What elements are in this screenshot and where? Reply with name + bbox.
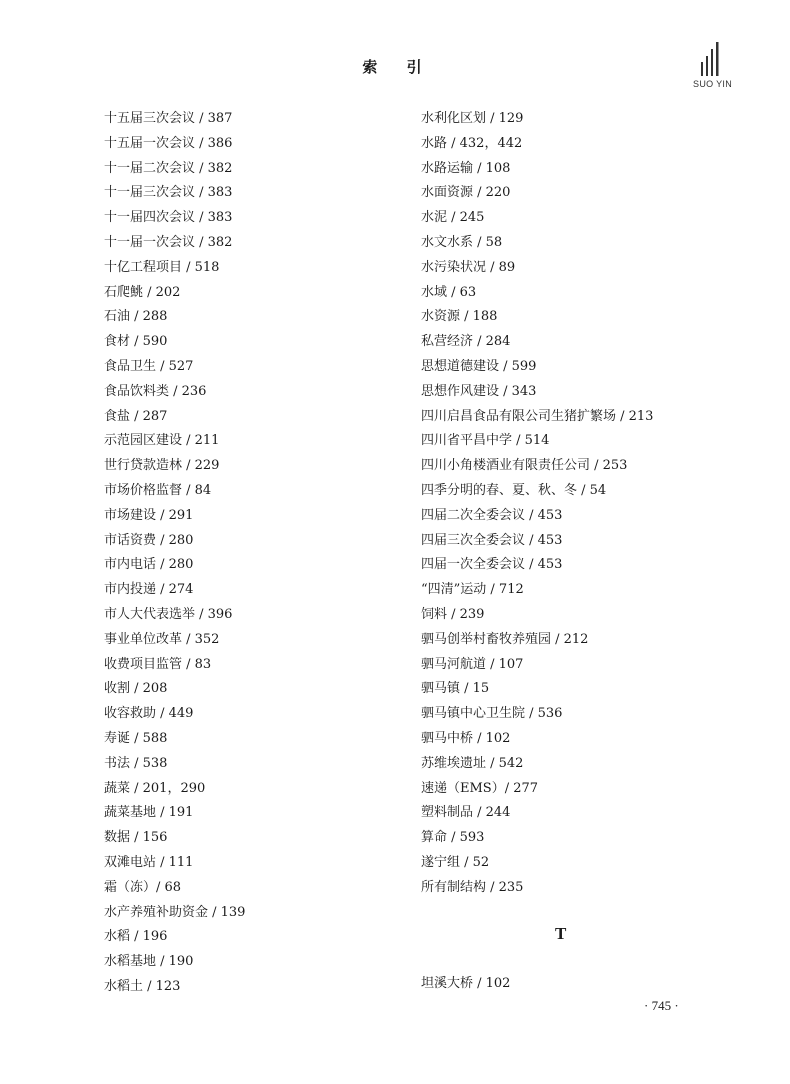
index-entry: 寿诞 / 588: [104, 730, 168, 746]
index-entry: 水泥 / 245: [421, 210, 485, 226]
index-entry: 收割 / 208: [104, 681, 168, 697]
index-entry: 市场价格监督 / 84: [104, 482, 212, 498]
index-entry: 遂宁组 / 52: [421, 854, 490, 870]
index-entry: 食材 / 590: [104, 334, 168, 350]
index-entry: 四川省平昌中学 / 514: [421, 433, 550, 449]
section-letter-heading: T: [555, 924, 567, 943]
index-entry: 食盐 / 287: [104, 408, 168, 424]
index-entry: 驷马中桥 / 102: [421, 730, 511, 746]
index-entry: 饲料 / 239: [421, 606, 485, 622]
index-entry: 四季分明的春、夏、秋、冬 / 54: [421, 482, 607, 498]
index-entry: 食品饮料类 / 236: [104, 383, 207, 399]
index-entry: 收费项目监管 / 83: [104, 656, 212, 672]
index-entry: 驷马河航道 / 107: [421, 656, 524, 672]
index-entry: 十一届一次会议 / 382: [104, 234, 233, 250]
index-entry: 思想作风建设 / 343: [421, 383, 537, 399]
index-entry: 水污染状况 / 89: [421, 259, 516, 275]
index-entry: 市内投递 / 274: [104, 582, 194, 598]
index-column-left: [104, 107, 245, 1000]
index-entry: 食品卫生 / 527: [104, 358, 194, 374]
index-entry: 市场建设 / 291: [104, 507, 194, 523]
index-entry: 私营经济 / 284: [421, 334, 511, 350]
index-entry: 市话资费 / 280: [104, 532, 194, 548]
index-entry: 数据 / 156: [104, 830, 168, 846]
logo-text: SUO YIN: [693, 79, 732, 89]
index-entry: 十五届一次会议 / 386: [104, 135, 233, 151]
index-entry: 思想道德建设 / 599: [421, 358, 537, 374]
index-entry: 坦溪大桥 / 102: [421, 976, 511, 991]
index-entry: 四届二次全委会议 / 453: [421, 507, 563, 523]
index-entry: 塑料制品 / 244: [421, 805, 511, 821]
index-entry: 所有制结构 / 235: [421, 879, 524, 895]
page-number: · 745 ·: [644, 998, 679, 1013]
index-entry: 水产养殖补助资金 / 139: [104, 904, 246, 920]
index-entry: 十一届二次会议 / 382: [104, 160, 233, 176]
index-entry: 蔬菜 / 201，290: [104, 780, 206, 796]
index-entry: 双滩电站 / 111: [104, 854, 194, 870]
index-entry: 四川小角楼酒业有限责任公司 / 253: [421, 458, 628, 474]
index-entry: 水资源 / 188: [421, 309, 498, 325]
index-entry: 四届一次全委会议 / 453: [421, 557, 563, 573]
index-entry: 水稻土 / 123: [104, 978, 181, 994]
index-entry: 石油 / 288: [104, 309, 168, 325]
index-entry: 水稻基地 / 190: [104, 954, 194, 970]
index-entry: 水域 / 63: [421, 284, 477, 300]
index-entry: 书法 / 538: [104, 755, 168, 771]
index-entry: 速递（EMS）/ 277: [421, 780, 539, 796]
index-entry: 石爬鮡 / 202: [104, 284, 181, 300]
page-header-title: 索 引: [362, 58, 434, 76]
bars-logo-icon: [700, 40, 722, 76]
index-entry: 水路 / 432，442: [421, 135, 523, 151]
index-entry: 驷马镇 / 15: [421, 681, 490, 697]
index-entry: 蔬菜基地 / 191: [104, 805, 194, 821]
index-entry: 收容救助 / 449: [104, 706, 194, 722]
index-entry: 霜（冻）/ 68: [104, 879, 182, 895]
index-entry: 事业单位改革 / 352: [104, 631, 220, 647]
index-entry: 市人大代表选举 / 396: [104, 606, 233, 622]
index-entry: 驷马创举村畜牧养殖园 / 212: [421, 631, 589, 647]
index-entry: 驷马镇中心卫生院 / 536: [421, 706, 563, 722]
index-column-right: [421, 107, 653, 901]
index-entry: 水稻 / 196: [104, 929, 168, 945]
index-entry: 十亿工程项目 / 518: [104, 259, 220, 275]
index-entry: 水利化区划 / 129: [421, 111, 524, 126]
index-entry: 四川启昌食品有限公司生猪扩繁场 / 213: [421, 408, 654, 424]
index-entry: 苏维埃遗址 / 542: [421, 755, 524, 771]
index-entry: 水文水系 / 58: [421, 234, 503, 250]
index-entry: 世行贷款造林 / 229: [104, 458, 220, 474]
suo-yin-logo: [688, 40, 732, 90]
index-entry: 水路运输 / 108: [421, 160, 511, 176]
index-entry: 十一届三次会议 / 383: [104, 185, 233, 201]
index-entry: 示范园区建设 / 211: [104, 433, 220, 449]
index-entry: 水面资源 / 220: [421, 185, 511, 201]
index-entry: “四清”运动 / 712: [421, 582, 524, 598]
index-entry: 四届三次全委会议 / 453: [421, 532, 563, 548]
index-entry: 市内电话 / 280: [104, 557, 194, 573]
index-entry: 十五届三次会议 / 387: [104, 111, 233, 126]
index-entry: 十一届四次会议 / 383: [104, 210, 233, 226]
index-entry: 算命 / 593: [421, 830, 485, 846]
